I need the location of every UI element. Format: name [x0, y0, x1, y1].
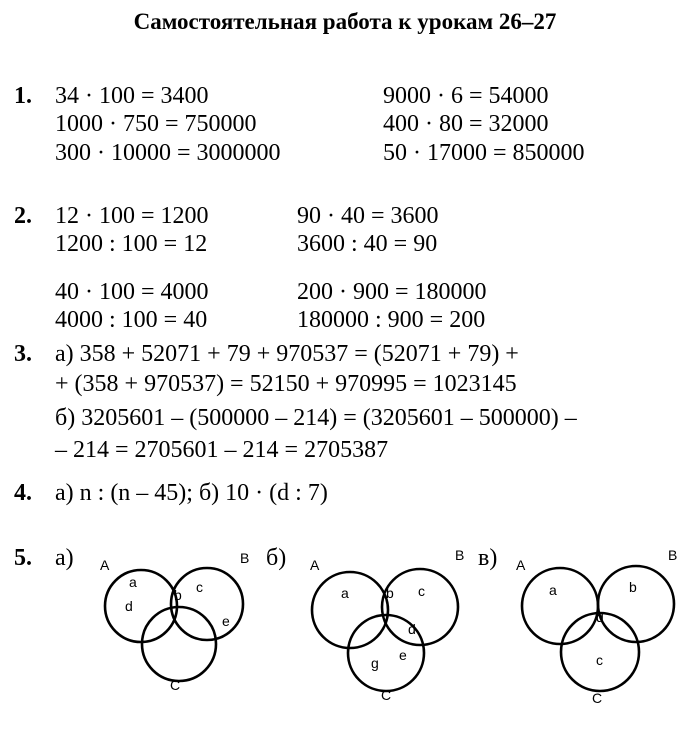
set-label: B — [668, 547, 678, 563]
venn-a-circle-A — [105, 570, 177, 642]
set-label: C — [381, 687, 392, 703]
task4-text: а) n : (n – 45); б) 10 · (d : 7) — [55, 480, 328, 506]
page-title: Самостоятельная работа к урокам 26–27 — [133, 9, 557, 34]
task2-line: 4000 : 100 = 40 — [55, 307, 208, 333]
task1-line: 1000 · 750 = 750000 — [55, 111, 257, 137]
task5-number: 5. — [14, 545, 32, 571]
element-label: a — [341, 585, 349, 601]
task1-line: 50 · 17000 = 850000 — [383, 140, 585, 166]
element-label: e — [399, 647, 407, 663]
task2-line: 180000 : 900 = 200 — [297, 307, 486, 333]
set-label: A — [100, 557, 110, 573]
element-label: b — [174, 587, 182, 603]
element-label: d — [408, 621, 416, 637]
task1-number: 1. — [14, 83, 32, 109]
element-label: a — [129, 574, 137, 590]
set-label: C — [592, 690, 603, 706]
venn-a-circle-B — [171, 568, 243, 640]
diagram-b-label: б) — [266, 545, 287, 571]
diagram-a-label: а) — [55, 545, 74, 571]
task1-line: 400 · 80 = 32000 — [383, 111, 549, 137]
element-label: e — [222, 613, 230, 629]
element-label: d — [596, 609, 604, 625]
element-label: c — [418, 583, 425, 599]
element-label: d — [125, 598, 133, 614]
set-label: B — [240, 550, 250, 566]
task3-line: – 214 = 2705601 – 214 = 2705387 — [55, 437, 389, 463]
task2-line: 200 · 900 = 180000 — [297, 279, 487, 305]
task2-line: 12 · 100 = 1200 — [55, 203, 209, 229]
venn-c-circle-A — [522, 568, 598, 644]
task4-number: 4. — [14, 480, 32, 506]
task1-line: 34 · 100 = 3400 — [55, 83, 209, 109]
venn-a-circle-C — [142, 607, 216, 681]
set-label: A — [516, 557, 526, 573]
task3-line: + (358 + 970537) = 52150 + 970995 = 1023145 — [55, 371, 517, 397]
task3-line: а) 358 + 52071 + 79 + 970537 = (52071 + 79) + — [55, 341, 519, 367]
venn-c-circle-B — [598, 566, 674, 642]
set-label: B — [455, 547, 465, 563]
task2-line: 90 · 40 = 3600 — [297, 203, 439, 229]
element-label: c — [596, 652, 603, 668]
task1-line: 300 · 10000 = 3000000 — [55, 140, 281, 166]
task1-line: 9000 · 6 = 54000 — [383, 83, 549, 109]
element-label: a — [549, 582, 557, 598]
task2-number: 2. — [14, 203, 32, 229]
task3-line: б) 3205601 – (500000 – 214) = (3205601 – 500000) – — [55, 405, 577, 431]
element-label: g — [371, 655, 379, 671]
set-label: A — [310, 557, 320, 573]
element-label: b — [386, 585, 394, 601]
venn-b-circle-A — [312, 572, 388, 648]
task2-line: 40 · 100 = 4000 — [55, 279, 209, 305]
diagram-c-label: в) — [478, 545, 498, 571]
element-label: c — [196, 579, 203, 595]
set-label: C — [170, 677, 181, 693]
task2-line: 3600 : 40 = 90 — [297, 231, 438, 257]
task2-line: 1200 : 100 = 12 — [55, 231, 208, 257]
element-label: b — [629, 579, 637, 595]
task3-number: 3. — [14, 341, 32, 367]
